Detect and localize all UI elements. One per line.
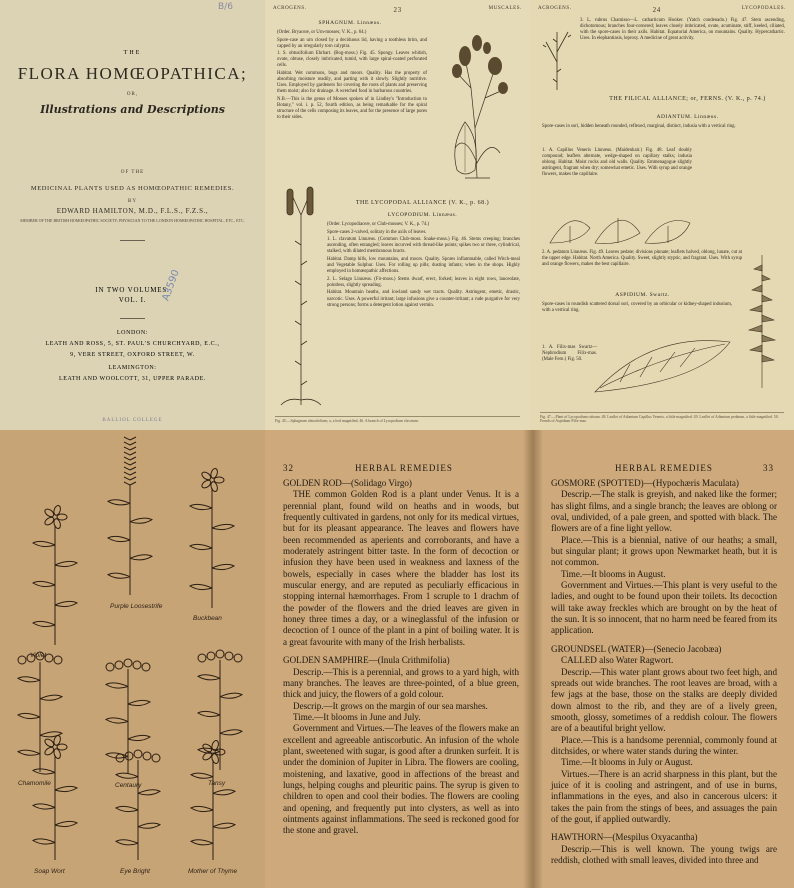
eye-bright-drawing — [116, 750, 160, 860]
paragraph: 2. A. pedatum Linnæus. Fig. 49. Leaves pedate; divisions pinnate; leaflets halved, oblong, lunate, cut at the upper edge. Habitat. North America. Quality. Sweet, slightly styptic, and fragrant. Uses. With syrup and orange flowers, makes the best capillaire. — [542, 250, 742, 268]
entry-heading: GOLDEN ROD—(Solidago Virgo) — [283, 478, 412, 488]
order-line: (Order. Lycopodiaceæ, or Club-mosses; V. K., p. 74.) — [327, 222, 430, 227]
header-right: LYCOPODALES. — [741, 6, 786, 11]
title-of-the: OF THE — [120, 170, 145, 175]
entry-paragraph: Descrip.—This is well known. The young twigs are reddish, clothed with small leaves, divided into three and — [551, 843, 777, 865]
text-block-4 — [542, 250, 742, 270]
plant-label: Soap Wort — [34, 868, 65, 875]
section-heading: THE LYCOPODAL ALLIANCE (V. K., p. 68.) — [355, 200, 490, 206]
maidenhair-illustration — [540, 188, 700, 250]
entry-paragraph: Government and Virtues.—This plant is very useful to the ladies, and ought to be found upon their toilets. Its decoction will take away freckles which are brought on by the heat of the sun. It is so innocent, that no harm need be feared from its application. — [551, 580, 777, 636]
entry-paragraph: Descrip.—This is a perennial, and grows to a yard high, with many branches. The leaves are three-pointed, of a blue green, thick and juicy, the flowers of a gold colour. — [283, 666, 519, 700]
entry-paragraph: Government and Virtues.—The leaves of the flowers make an excellent and agreeable antiscorbutic. An infusion of the whole plant, sweetened with sugar, is good after a drunken surfeit. It is under the dominion of Jupiter in Libra. The flowers are cooling, moistening, and laxative, good in affections of the breast and lungs, helping coughs and pleuritic pains. The syrup is given to children to open and cool their bodies. The flowers are cooling and opening, and frequently put into clysters, as well as into ointments against inflammations. The seed is reckoned good for the stone and gravel. — [283, 723, 519, 836]
book-title: FLORA HOMŒOPATHICA; — [17, 64, 248, 83]
author-name: EDWARD HAMILTON, M.D., F.L.S., F.Z.S., — [56, 207, 209, 215]
club-moss-illustration — [273, 185, 328, 410]
header-left: ACROGENS. — [273, 6, 307, 11]
entry-paragraph: Time.—It blooms in August. — [561, 568, 666, 579]
text-block-5 — [542, 302, 732, 316]
paragraph: Habitat. Mountain heaths, and lowland sandy wet tracts. Quality. Astringent, emetic, drastic, narcotic. Uses. A powerful irritant; large infusions give a counter-irritant; a rude purgative for very strong persons; forms a detergent lotion against vermin. — [327, 290, 520, 308]
header-left: ACROGENS. — [538, 6, 572, 11]
title-by: BY — [128, 199, 137, 204]
plant-label: Violet — [30, 652, 47, 659]
chamomile-drawing — [18, 652, 62, 772]
genus-heading: ADIANTUM. Linnæus. — [656, 114, 719, 120]
page-number-left: 32 — [283, 463, 294, 473]
running-head-left: HERBAL REMEDIES — [355, 463, 453, 473]
plant-drawings — [0, 430, 265, 888]
text-block-1 — [580, 18, 785, 44]
book-subtitle: Illustrations and Descriptions — [40, 103, 225, 116]
entry-paragraph: Time.—It blooms in June and July. — [293, 711, 421, 722]
page-number-right: 33 — [763, 463, 774, 473]
violet-drawing — [33, 505, 77, 645]
author-credentials: MEMBER OF THE BRITISH HOMŒOPATHIC SOCIETY; PHYSICIAN TO THE LONDON HOMŒOPATHIC HOSPITAL, ETC., ETC. — [20, 218, 245, 223]
entry-paragraph: Place.—This is a biennial, native of our heaths; a small, but singular plant; it grows upon Newmarket heath, but it is not common. — [551, 534, 777, 568]
paragraph: 2. L. Selago Linnæus. (Fir-moss.) Stems dwarf, erect, forked; leaves in eight rows, lanceolate, pointless, slightly spreading. — [327, 276, 520, 288]
tansy-drawing — [198, 650, 242, 770]
publisher-line-1: LEATH AND ROSS, 5, ST. PAUL'S CHURCHYARD, E.C., — [45, 341, 220, 347]
paragraph: 1. A. Filix-mas Swartz—Nephrodium Filix-mas. (Male Fern.) Fig. 50. — [542, 345, 597, 363]
entry-heading: GOLDEN SAMPHIRE—(Inula Crithmifolia) — [283, 655, 450, 666]
paragraph: N.B.—This is the genus of Mosses spoken of in Lindley's "Introduction to Botany," vol. i. p. 52, fourth edition, as being remarkable for the spiral structure of the cells composing its leaves, and for the presence of large pores to their sides. — [277, 96, 427, 121]
publisher-line-3: LEATH AND WOOLCOTT, 31, UPPER PARADE. — [58, 376, 207, 382]
mother-of-thyme-drawing — [191, 740, 235, 860]
paragraph: Habitat. Wet commons, bogs and moors. Quality. Has the property of absorbing moisture readily, and parting with it slowly. Slightly nutritive. Uses. Employed by gardeners for covering the roots of plants and preserving them moist; also for drainage. A wretched food in barbarous countries. — [277, 71, 427, 95]
paragraph: 3. L. rubrus Chamisso—L. catharticum Hooker. (Yatch condenado.) Fig. 47. Stem ascending, dichotomous; branches four-cornered; leaves closely imbricated, ovate, acuminate, stiff, keeled, ciliated, with the spore-cases in their axils. Habitat. Equatorial America, on mountains. Quality. Hypercathartic. Uses. In elephantiasis, leprosy. A medicine of great activity. — [580, 18, 785, 42]
text-block-2 — [327, 222, 520, 310]
botanical-plate — [0, 430, 265, 888]
male-fern-illustration — [740, 250, 785, 390]
volume-number: VOL. I. — [118, 296, 147, 304]
page-24 — [530, 0, 794, 430]
library-stamp: A3590 — [160, 268, 182, 303]
entry-paragraph: Time.—It blooms in July or August. — [561, 757, 693, 768]
page-header — [273, 6, 522, 14]
fern-frond-illustration — [590, 322, 735, 402]
entry-paragraph: Place.—This is a handsome perennial, commonly found at ditchsides, or where water stands during the winter. — [551, 734, 777, 756]
paragraph: Spore-cases 2-valved, solitary in the axils of leaves. — [327, 229, 427, 235]
lycopodium-illustration — [538, 22, 576, 92]
entry-paragraph: Descrip.—This water plant grows about two feet high, and spreads out wide branches. The root leaves are broad, with a few jags at the base, those on the stalks are deeply divided down almost to the rib, and they are of a lively green, smooth, glossy, sometimes of a reddish colour. The flowers are of a beautiful bright yellow. — [551, 666, 777, 734]
plant-label: Eye Bright — [120, 868, 150, 875]
paragraph: 1. L. clavatum Linnæus. (Common Club-moss. Snake-moss.) Fig. 46. Stems creeping; branches ascending, often entangled; leaves incurved with thread-like points; spikes two or three, cylindrical, stalked, with dilated membranous bracts. — [327, 237, 520, 255]
medicinal-line: MEDICINAL PLANTS USED AS HOMŒOPATHIC REMEDIES. — [30, 185, 235, 192]
corner-mark: B/6 — [218, 2, 233, 12]
herbal-remedies-spread — [265, 430, 794, 888]
book-gutter — [523, 430, 543, 888]
figure-caption: Fig. 47.—Plant of Lycopodium rubrum. 48. Leaflet of Adiantum Capillus Veneris, a little magnified. 49. Leaflet of Adiantum pedatum, a little magnified. 50. Fronds of Aspidium Filix-mas. — [540, 412, 784, 424]
divider — [120, 318, 145, 319]
title-page — [0, 0, 265, 430]
paragraph: Spore-case an urn closed by a deciduous lid, having a toothless brim, and capped by an irregularly torn calyptra. — [277, 37, 427, 49]
divider — [120, 240, 145, 241]
paragraph: 1. A. Capillus Veneris Linnæus. (Maidenhair.) Fig. 48. Leaf doubly compound; leaflets alternate, wedge-shaped on capillary stalks; indusia oblong. Habitat. Moist rocks and old walls. Quality. Emmenagogue slightly astringent, fragrant when dry; somewhat emetic. Uses. With syrup and orange flowers, makes the capillaire. — [542, 148, 692, 178]
paragraph: Habitat. Damp hills, low mountains, and moors. Quality. Spores inflammable, called Witch-meal and Vegetable Sulphur. Uses. For rolling up pills; dusting infants; when in the shops. Highly employed in homœopathic affections. — [327, 256, 520, 275]
text-block-2 — [542, 124, 785, 132]
entry-heading: GROUNDSEL (WATER)—(Senecio Jacobæa) — [551, 643, 722, 654]
left-page-text — [283, 478, 519, 837]
page-23 — [265, 0, 530, 430]
paragraph: Spore-cases in roundish scattered dorsal sori, covered by an orbicular or kidney-shaped indusium, with a vertical ring. — [542, 302, 732, 314]
publisher-line-2: 9, VERE STREET, OXFORD STREET, W. — [70, 352, 195, 358]
page-number: 24 — [652, 6, 661, 14]
plant-label: Tansy — [208, 780, 226, 787]
figure-caption: Fig. 45.—Sphagnum obtusifolium; a, a leaf magnified; 46. A branch of Lycopodium clavatum. — [275, 416, 520, 424]
running-head-right: HERBAL REMEDIES — [615, 463, 713, 473]
page-header — [538, 6, 786, 14]
plant-label: Buckbean — [193, 615, 222, 622]
leaf-detail-illustration — [445, 120, 485, 180]
buckbean-drawing — [190, 468, 234, 608]
section-heading: THE FILICAL ALLIANCE; or, FERNS. (V. K., p. 74.) — [609, 96, 766, 102]
entry-paragraph: Descrip.—The stalk is greyish, and naked like the former; has slight films, and a single branch; the leaves are oblong or oval, undivided, of a pale green, and spotted with black. The flowers are of a fine light yellow. — [551, 489, 777, 534]
pub-london: LONDON: — [116, 330, 149, 336]
volumes: IN TWO VOLUMES. — [95, 286, 170, 294]
entry-paragraph: CALLED also Water Ragwort. — [561, 655, 674, 666]
pub-leamington: LEAMINGTON: — [108, 365, 157, 371]
title-or: OR, — [126, 92, 139, 97]
entry-paragraph: THE common Golden Rod is a plant under Venus. It is a perennial plant, found wild on heaths and in woods, but frequently cultivated in gardens, not only for its medical virtues, but for its pleasant appearance. The leaves and flowers have been recommended as aperients and corroborants, and have a moderately astringent bitter taste. In the form of decoction or infusion they have been used in weakness and laxness of the bowels, especially in cases where the bladder has lost its muscular energy, and are reputed as peculiarly efficacious in stopping internal hæmorrhages. From 1 scruple to 1 drachm of the powder of the flowers and the dried leaves are given in honey three times a day, or a wineglassful of the infusion or decoction of 1 ounce of the plant in a pint of boiling water. It is a great favourite with many of the Irish herbalists. — [283, 489, 519, 647]
entry-paragraph: Virtues.—There is an acrid sharpness in this plant, but the juice of it is cooling and astringent, and of use in burns, inflammations in the eyes, and also in cancerous ulcers: it takes the pain from the stings of bees, and assuages the pain of the gout, if applied outwardly. — [551, 768, 777, 824]
footer-stamp: BALLIOL COLLEGE — [102, 418, 163, 423]
plant-label: Mother of Thyme — [188, 868, 238, 875]
plant-label: Chamomile — [18, 780, 51, 787]
right-page-text — [551, 478, 777, 866]
header-right: MUSCALES. — [488, 6, 522, 11]
page-number: 23 — [393, 6, 402, 14]
text-block-3 — [542, 148, 692, 180]
genus-heading: LYCOPODIUM. Linnæus. — [387, 212, 458, 218]
text-block-6 — [542, 345, 597, 365]
genus-heading: ASPIDIUM. Swartz. — [615, 292, 670, 298]
plant-label: Purple Loosestrife — [110, 603, 163, 610]
purple-loosestrife-drawing — [108, 437, 152, 595]
entry-heading: GOSMORE (SPOTTED)—(Hypochæris Maculata) — [551, 478, 739, 488]
order-line: (Order. Bryaceæ, or Urn-mosses; V. K., p. 64.) — [277, 30, 367, 35]
title-the: THE — [123, 50, 142, 56]
entry-paragraph: Descrip.—It grows on the margin of our sea marshes. — [293, 700, 488, 711]
plant-label: Centaury — [115, 782, 142, 789]
entry-heading: HAWTHORN—(Mespilus Oxyacantha) — [551, 832, 698, 843]
paragraph: 1. S. obtusifolium Ehrhart. (Bog-moss.) Fig. 45. Spongy. Leaves whitish, ovate, obtuse, closely imbricated, tumid, with large spiral-coated perforated cells. — [277, 51, 427, 69]
text-block-1 — [277, 30, 427, 123]
genus-heading: SPHAGNUM. Linnæus. — [318, 20, 382, 26]
paragraph: Spore-cases in sori, hidden beneath rounded, reflexed, marginal, distinct, indusia with a vertical ring. — [542, 124, 736, 129]
